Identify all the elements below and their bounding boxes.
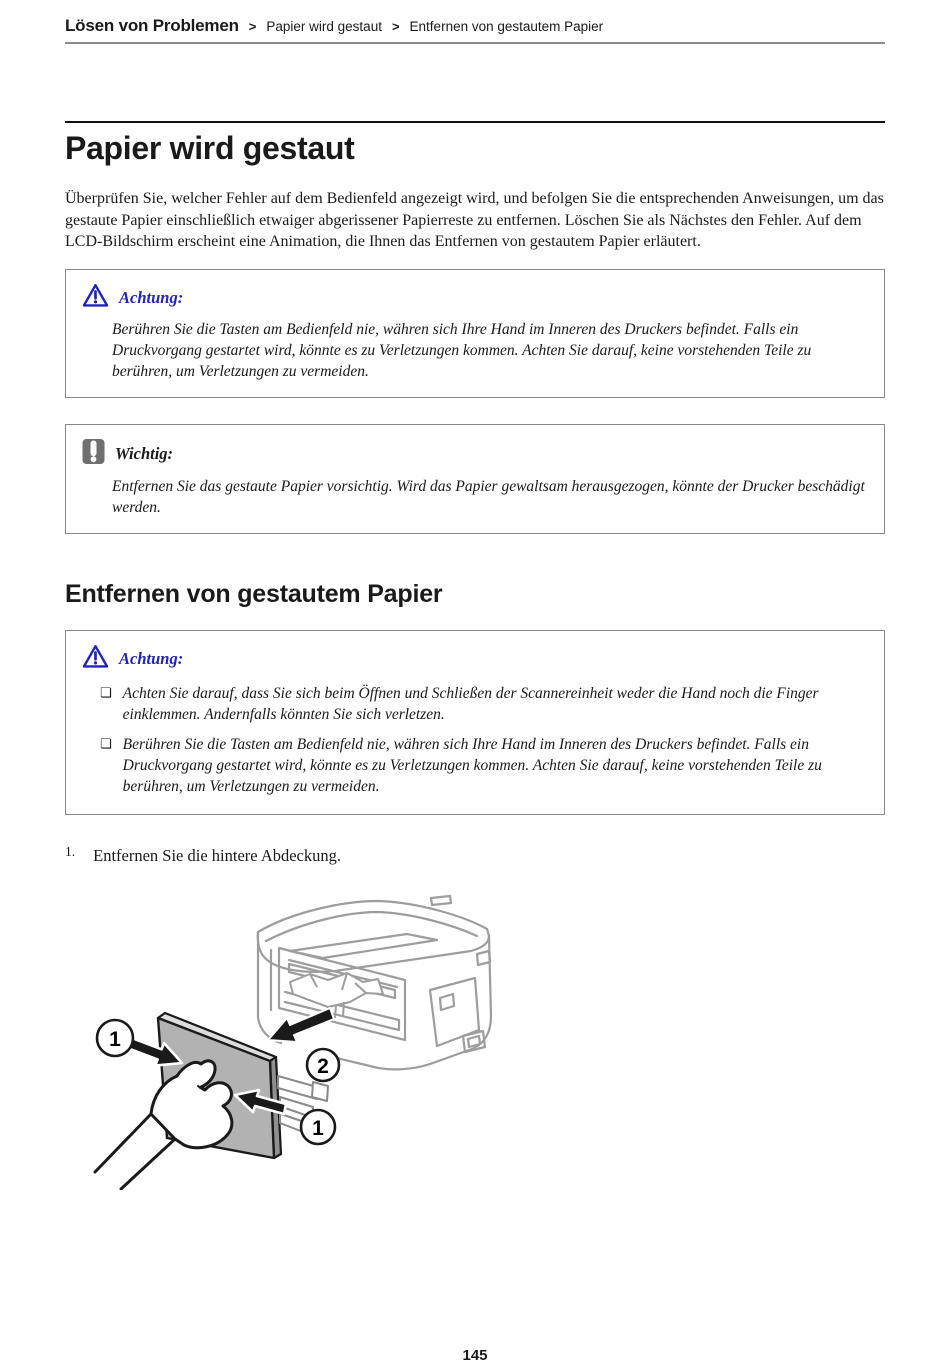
page-footer — [0, 1347, 950, 1365]
breadcrumb-chapter[interactable]: Lösen von Problemen — [65, 16, 239, 35]
svg-text:1: 1 — [109, 1027, 121, 1051]
page-number: 145 — [462, 1347, 488, 1364]
callout-1-right — [301, 1110, 335, 1144]
page-title: Papier wird gestaut — [65, 130, 355, 166]
printer-illustration — [85, 890, 545, 1190]
breadcrumb-subsection[interactable]: Entfernen von gestautem Papier — [409, 19, 604, 34]
caution-bullet-text: Achten Sie darauf, dass Sie sich beim Öffnen und Schließen der Scannereinheit weder die Hand noch die Finger einklemmen. Andernfalls könnten Sie sich verletzen. — [122, 684, 819, 723]
warning-triangle-icon — [82, 644, 109, 674]
list-item — [100, 683, 869, 725]
svg-text:1: 1 — [312, 1116, 324, 1140]
caution-box-2 — [65, 630, 885, 815]
square-bullet-icon: ❏ — [100, 736, 112, 752]
callout-2 — [307, 1049, 339, 1081]
caution-bullet-text: Berühren Sie die Tasten am Bedienfeld nie, währen sich Ihre Hand im Inneren des Druckers befindet. Falls ein Druckvorgang gestartet wird, könnte es zu Verletzungen kommen. Achten Sie darauf, keine vorstehenden Teile zu berühren, um Verletzungen zu vermeiden. — [122, 735, 822, 795]
caution-box-1-text: Berühren Sie die Tasten am Bedienfeld nie, währen sich Ihre Hand im Inneren des Druckers befindet. Falls ein Druckvorgang gestartet wird, könnte es zu Verletzungen kommen. Achten Sie darauf, keine vorstehenden Teile zu berühren, um Verletzungen zu vermeiden. — [112, 320, 812, 380]
square-bullet-icon: ❏ — [100, 685, 112, 701]
manual-page — [65, 0, 885, 1190]
caution-box-1 — [65, 269, 885, 398]
step-text: Entfernen Sie die hintere Abdeckung. — [93, 845, 342, 865]
callout-1-left — [97, 1020, 133, 1056]
intro-paragraph: Überprüfen Sie, welcher Fehler auf dem Bedienfeld angezeigt wird, und befolgen Sie die entsprechenden Anweisungen, um das gestaute Papier einschließlich etwaiger abgerissener Papierreste zu entfernen. Löschen Sie als Nächstes den Fehler. Auf dem LCD-Bildschirm erscheint eine Animation, die Ihnen das Entfernen von gestautem Papier erläutert. — [65, 190, 884, 250]
breadcrumb-separator: > — [248, 19, 257, 34]
breadcrumb-divider — [65, 42, 885, 44]
step-1 — [65, 844, 885, 866]
breadcrumb-section[interactable]: Papier wird gestaut — [266, 19, 382, 34]
title-divider — [65, 121, 885, 123]
breadcrumb-separator: > — [391, 19, 400, 34]
caution-label: Achtung: — [119, 648, 184, 668]
important-box-header — [82, 438, 869, 470]
breadcrumb — [65, 0, 885, 36]
section-heading: Entfernen von gestautem Papier — [65, 579, 443, 608]
svg-text:2: 2 — [317, 1054, 329, 1078]
caution-bullet-list — [100, 683, 869, 797]
caution-box-2-header — [82, 644, 869, 674]
important-exclamation-icon — [82, 438, 105, 470]
step-number: 1. — [65, 843, 76, 859]
warning-triangle-icon — [82, 283, 109, 313]
list-item — [100, 734, 869, 797]
caution-box-1-header — [82, 283, 869, 313]
caution-label: Achtung: — [119, 287, 184, 307]
important-label: Wichtig: — [115, 443, 174, 463]
important-box — [65, 424, 885, 534]
important-box-text: Entfernen Sie das gestaute Papier vorsichtig. Wird das Papier gewaltsam herausgezogen, könnte der Drucker beschädigt werden. — [112, 477, 865, 516]
